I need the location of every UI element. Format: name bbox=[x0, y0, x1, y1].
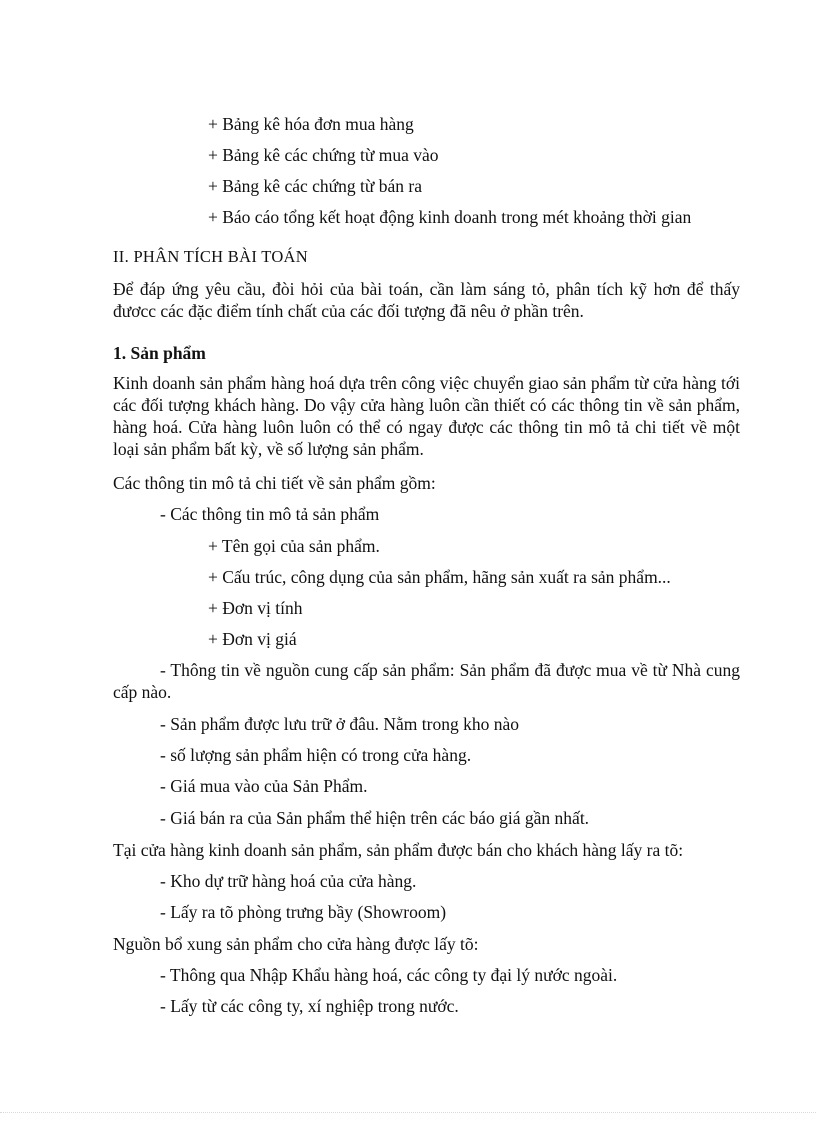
sale-intro: Tại cửa hàng kinh doanh sản phẩm, sản phẩm được bán cho khách hàng lấy ra tõ: bbox=[113, 840, 684, 860]
subsection-heading: 1. Sản phẩm bbox=[113, 343, 206, 363]
list-item: - Lấy ra tõ phòng trưng bầy (Showroom) bbox=[160, 902, 447, 922]
list-item: - Lấy từ các công ty, xí nghiệp trong nước. bbox=[160, 996, 459, 1016]
details-intro: Các thông tin mô tả chi tiết về sản phẩm gồm: bbox=[113, 473, 436, 493]
intro-paragraph: Để đáp ứng yêu cầu, đòi hỏi của bài toán, cần làm sáng tỏ, phân tích kỹ hơn để thấy đươcc các đặc điểm tính chất của các đối tượng đã nêu ở phần trên. bbox=[113, 279, 740, 321]
list-item: - Thông qua Nhập Khẩu hàng hoá, các công ty đại lý nước ngoài. bbox=[160, 965, 618, 985]
supply-intro: Nguồn bổ xung sản phẩm cho cửa hàng được lấy tõ: bbox=[113, 934, 479, 954]
list-item: + Đơn vị tính bbox=[208, 598, 303, 618]
list-item: - Kho dự trữ hàng hoá của cửa hàng. bbox=[160, 871, 417, 891]
list-item: + Đơn vị giá bbox=[208, 629, 297, 649]
page-bottom-divider bbox=[0, 1112, 816, 1113]
source-paragraph: - Thông tin về nguồn cung cấp sản phẩm: Sản phẩm đã được mua về từ Nhà cung cấp nào. bbox=[113, 660, 740, 702]
list-item: - số lượng sản phẩm hiện có trong cửa hàng. bbox=[160, 745, 472, 765]
section-heading: II. PHÂN TÍCH BÀI TOÁN bbox=[113, 247, 308, 266]
list-item: + Báo cáo tổng kết hoạt động kinh doanh trong mét khoảng thời gian bbox=[208, 207, 692, 227]
list-item: - Giá bán ra của Sản phẩm thể hiện trên các báo giá gần nhất. bbox=[160, 808, 590, 828]
list-item: - Các thông tin mô tả sản phẩm bbox=[160, 504, 380, 524]
list-item: - Sản phẩm được lưu trữ ở đâu. Nằm trong kho nào bbox=[160, 714, 519, 734]
list-item: + Cấu trúc, công dụng của sản phẩm, hãng sản xuất ra sản phẩm... bbox=[208, 567, 671, 587]
list-item: + Bảng kê hóa đơn mua hàng bbox=[208, 114, 414, 134]
list-item: + Bảng kê các chứng từ bán ra bbox=[208, 176, 422, 196]
product-paragraph: Kinh doanh sản phẩm hàng hoá dựa trên công việc chuyển giao sản phẩm từ cửa hàng tới các đối tượng khách hàng. Do vậy cửa hàng luôn cần thiết có các thông tin về sản phẩm, hàng hoá. Cửa hàng luôn luôn có thể có ngay được các thông tin mô tả chi tiết về một loại sản phẩm bất kỳ, về số lượng sản phẩm. bbox=[113, 373, 740, 459]
list-item: - Giá mua vào của Sản Phẩm. bbox=[160, 776, 368, 796]
list-item: + Tên gọi của sản phẩm. bbox=[208, 536, 380, 556]
list-item: + Bảng kê các chứng từ mua vào bbox=[208, 145, 439, 165]
